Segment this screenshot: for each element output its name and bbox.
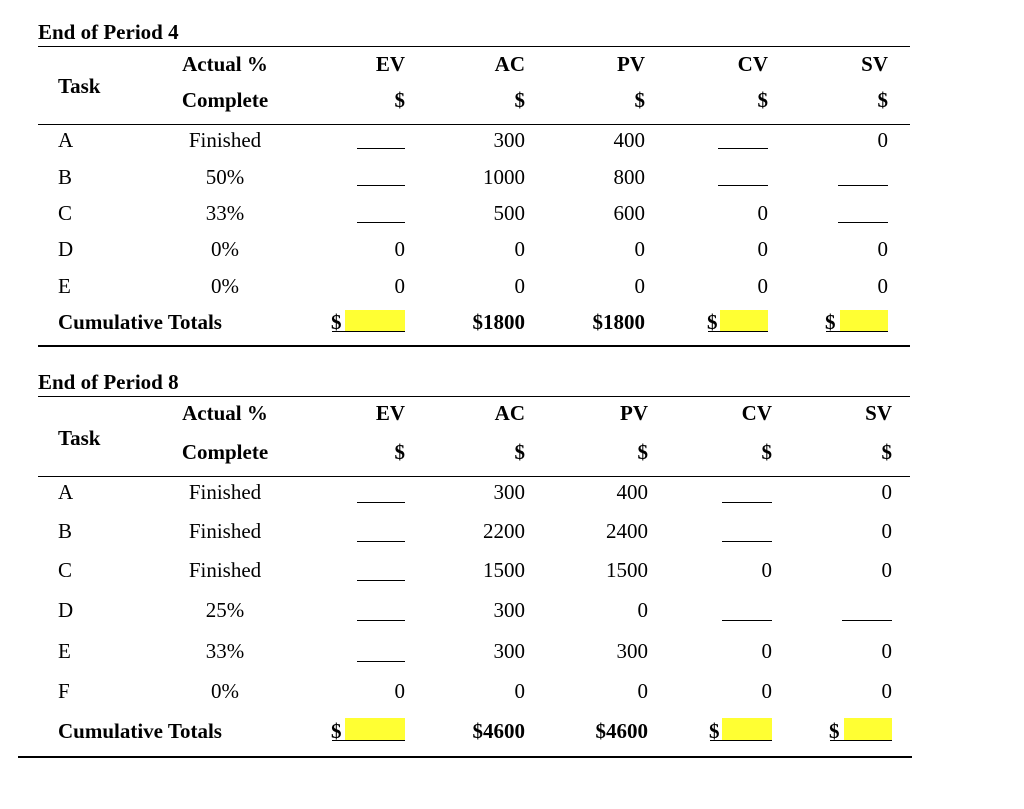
- total-sv-unit: $: [829, 719, 840, 743]
- blank-ev-total: [332, 740, 405, 741]
- table-row-pv: 600: [613, 201, 645, 225]
- table-row-cv: 0: [761, 639, 772, 663]
- highlight-ev-total: [345, 718, 405, 741]
- header-sv: SV: [861, 52, 888, 76]
- header-ac: AC: [494, 52, 525, 76]
- period4-bottom-rule: [38, 345, 910, 347]
- unit-ac: $: [514, 440, 525, 464]
- table-row-pct: 50%: [205, 165, 245, 189]
- blank-ev: [357, 185, 405, 186]
- highlight-ev-total: [345, 310, 405, 332]
- table-row-task: C: [58, 558, 73, 582]
- table-row-pct: 25%: [205, 598, 245, 622]
- table-row-pv: 400: [613, 128, 645, 152]
- total-pv: $4600: [595, 719, 648, 743]
- table-row-pct: 0%: [211, 274, 239, 298]
- header-pv: PV: [617, 52, 645, 76]
- header-ev: EV: [375, 401, 405, 425]
- table-row-pv: 0: [634, 274, 645, 298]
- table-row-task: D: [58, 237, 74, 261]
- table-row-ac: 2200: [483, 519, 525, 543]
- table-row-sv: 0: [881, 679, 892, 703]
- table-row-pv: 300: [616, 639, 648, 663]
- table-row-cv: 0: [761, 679, 772, 703]
- period8-title: End of Period 8: [38, 370, 179, 394]
- table-row-ac: 300: [493, 128, 525, 152]
- table-row-pv: 0: [637, 679, 648, 703]
- unit-cv: $: [761, 440, 772, 464]
- table-row-task: C: [58, 201, 73, 225]
- table-row-cv: 0: [757, 201, 768, 225]
- total-cv-unit: $: [709, 719, 720, 743]
- table-row-pv: 0: [637, 598, 648, 622]
- table-row-sv: 0: [877, 237, 888, 261]
- period4-title: End of Period 4: [38, 20, 179, 44]
- table-row-ac: 1500: [483, 558, 525, 582]
- table-row-cv: 0: [757, 274, 768, 298]
- highlight-sv-total: [840, 310, 888, 332]
- blank-ev-total: [332, 331, 405, 332]
- blank-ev: [357, 502, 405, 503]
- table-row-task: F: [58, 679, 70, 703]
- header-task: Task: [58, 74, 101, 98]
- unit-ev: $: [394, 440, 405, 464]
- period4-top-rule: [38, 46, 910, 47]
- period4-header-rule: [38, 124, 910, 125]
- header-actual: Actual %: [182, 52, 268, 76]
- unit-sv: $: [877, 88, 888, 112]
- table-row-task: D: [58, 598, 74, 622]
- blank-sv: [838, 185, 888, 186]
- period8-header-rule: [38, 476, 910, 477]
- total-ac: $4600: [472, 719, 525, 743]
- table-row-ac: 1000: [483, 165, 525, 189]
- table-row-task: B: [58, 165, 73, 189]
- table-row-pct: Finished: [188, 128, 262, 152]
- period8-top-rule: [38, 396, 910, 397]
- table-row-ac: 500: [493, 201, 525, 225]
- table-row-ac: 0: [514, 274, 525, 298]
- total-sv-unit: $: [825, 310, 836, 334]
- blank-cv: [718, 185, 768, 186]
- table-row-sv: 0: [881, 480, 892, 504]
- table-row-ac: 300: [493, 480, 525, 504]
- unit-pv: $: [637, 440, 648, 464]
- table-row-sv: 0: [877, 274, 888, 298]
- table-row-pv: 400: [616, 480, 648, 504]
- table-row-task: E: [58, 274, 71, 298]
- table-row-pv: 0: [634, 237, 645, 261]
- blank-ev: [357, 148, 405, 149]
- table-row-sv: 0: [881, 558, 892, 582]
- blank-ev: [357, 222, 405, 223]
- table-row-ac: 300: [493, 639, 525, 663]
- blank-cv: [718, 148, 768, 149]
- unit-cv: $: [757, 88, 768, 112]
- header-ac: AC: [494, 401, 525, 425]
- table-row-pct: 33%: [205, 639, 245, 663]
- table-row-pct: 33%: [205, 201, 245, 225]
- table-row-ac: 0: [514, 679, 525, 703]
- header-complete: Complete: [181, 440, 269, 464]
- table-row-cv: 0: [757, 237, 768, 261]
- unit-pv: $: [634, 88, 645, 112]
- unit-sv: $: [881, 440, 892, 464]
- table-row-pct: 0%: [211, 679, 239, 703]
- table-row-pct: Finished: [188, 480, 262, 504]
- table-row-cv: 0: [761, 558, 772, 582]
- blank-ev: [357, 620, 405, 621]
- highlight-cv-total: [720, 310, 768, 332]
- table-row-sv: 0: [881, 519, 892, 543]
- table-row-task: A: [58, 480, 74, 504]
- blank-ev: [357, 541, 405, 542]
- table-row-sv: 0: [881, 639, 892, 663]
- total-cv-unit: $: [707, 310, 718, 334]
- blank-ev: [357, 661, 405, 662]
- blank-ev: [357, 580, 405, 581]
- total-pv: $1800: [592, 310, 645, 334]
- table-row-pct: 0%: [211, 237, 239, 261]
- table-row-ev: 0: [394, 679, 405, 703]
- header-ev: EV: [375, 52, 405, 76]
- table-row-task: B: [58, 519, 73, 543]
- unit-ev: $: [394, 88, 405, 112]
- table-row-task: E: [58, 639, 71, 663]
- table-row-ac: 300: [493, 598, 525, 622]
- blank-cv: [722, 502, 772, 503]
- header-cv: CV: [741, 401, 772, 425]
- table-row-pv: 800: [613, 165, 645, 189]
- table-row-pv: 1500: [606, 558, 648, 582]
- table-row-task: A: [58, 128, 74, 152]
- highlight-cv-total: [722, 718, 772, 741]
- header-task: Task: [58, 426, 101, 450]
- header-actual: Actual %: [182, 401, 268, 425]
- header-sv: SV: [865, 401, 892, 425]
- blank-sv: [842, 620, 892, 621]
- table-row-sv: 0: [877, 128, 888, 152]
- header-pv: PV: [620, 401, 648, 425]
- table-row-ev: 0: [394, 274, 405, 298]
- highlight-sv-total: [844, 718, 892, 741]
- header-complete: Complete: [181, 88, 269, 112]
- period8-bottom-rule: [18, 756, 912, 758]
- table-row-pv: 2400: [606, 519, 648, 543]
- blank-sv: [838, 222, 888, 223]
- table-row-pct: Finished: [188, 519, 262, 543]
- unit-ac: $: [514, 88, 525, 112]
- blank-cv: [722, 620, 772, 621]
- header-cv: CV: [737, 52, 768, 76]
- table-row-ac: 0: [514, 237, 525, 261]
- table-row-ev: 0: [394, 237, 405, 261]
- table-row-pct: Finished: [188, 558, 262, 582]
- totals-label: Cumulative Totals: [58, 719, 222, 743]
- total-ev-unit: $: [331, 310, 342, 334]
- total-ev-unit: $: [331, 719, 342, 743]
- blank-cv: [722, 541, 772, 542]
- totals-label: Cumulative Totals: [58, 310, 222, 334]
- total-ac: $1800: [472, 310, 525, 334]
